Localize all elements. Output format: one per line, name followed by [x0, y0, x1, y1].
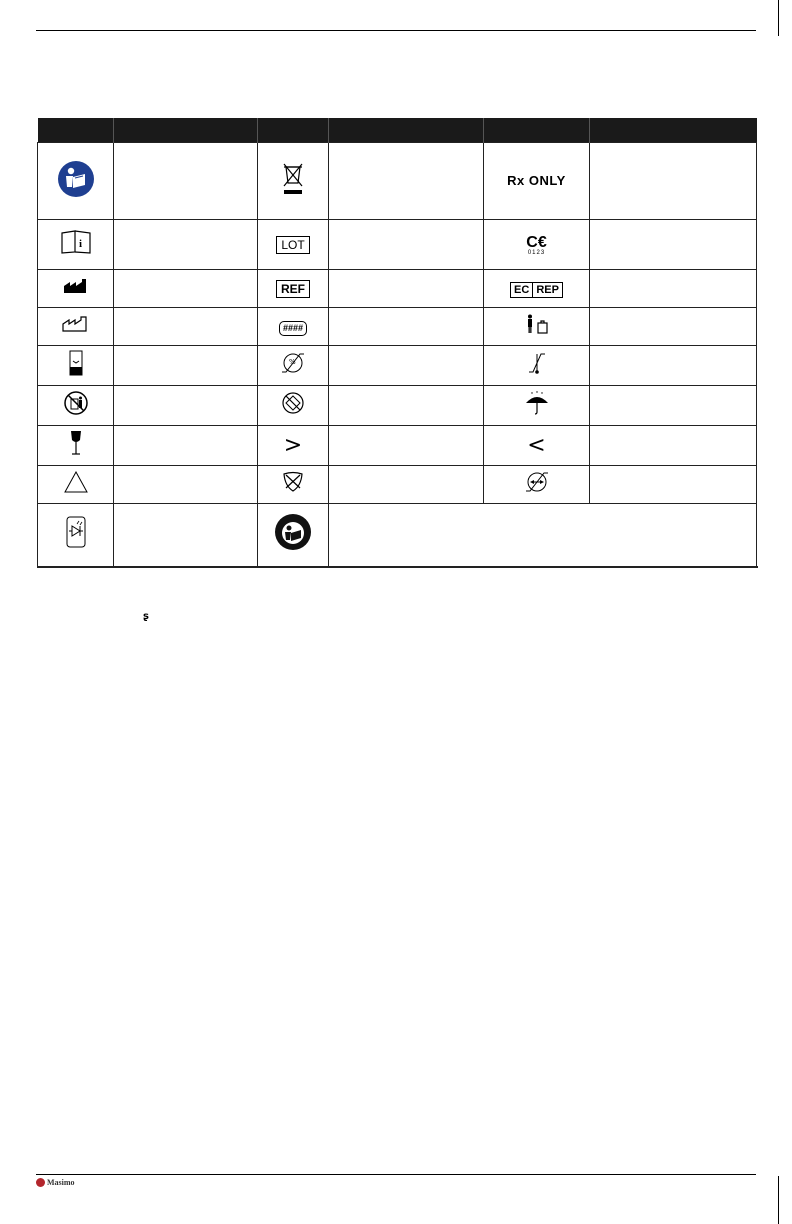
brand-name: Masimo [47, 1178, 75, 1187]
svg-text:%: % [289, 358, 296, 366]
description-cell [329, 386, 484, 426]
description-cell [590, 143, 757, 220]
description-cell [590, 346, 757, 386]
table-row [38, 386, 757, 426]
description-cell [114, 270, 258, 308]
consult-instructions-icon [60, 230, 92, 254]
table-row [38, 220, 757, 270]
description-cell [329, 220, 484, 270]
description-cell [114, 220, 258, 270]
description-cell [114, 426, 258, 466]
light-emitting-diode-icon [66, 516, 86, 548]
brand-logo [36, 1178, 75, 1187]
description-cell [329, 466, 484, 504]
column-header [114, 118, 258, 143]
less-than-icon: < [527, 432, 546, 458]
fragile-icon [69, 430, 83, 456]
masimo-logo-icon [36, 1178, 45, 1187]
description-cell [114, 504, 258, 567]
temperature-limitation-icon [527, 350, 547, 376]
table-row [38, 270, 757, 308]
svg-text:i: i [78, 238, 82, 250]
non-sterile-icon [282, 471, 304, 493]
lot-number-icon: LOT [276, 236, 309, 254]
description-cell [114, 386, 258, 426]
description-cell [114, 308, 258, 346]
description-cell [114, 143, 258, 220]
not-made-with-latex-icon [280, 390, 306, 416]
column-header [329, 118, 484, 143]
description-cell [590, 270, 757, 308]
table-row [38, 346, 757, 386]
manufacturer-icon [63, 278, 89, 294]
trademark-glyph: ʂ [143, 611, 149, 622]
table-row [38, 143, 757, 220]
description-cell [590, 466, 757, 504]
weee-disposal-icon [280, 161, 306, 197]
greater-than-icon: > [283, 432, 303, 458]
bottom-rule [36, 1174, 756, 1175]
description-cell [329, 143, 484, 220]
table-row [38, 504, 757, 567]
column-header [590, 118, 757, 143]
description-cell [329, 504, 757, 567]
use-by-icon [69, 350, 83, 376]
atmospheric-pressure-icon [524, 469, 550, 495]
description-cell [590, 426, 757, 466]
ce-mark-icon: C€ 0123 [526, 233, 547, 256]
table-row [38, 426, 757, 466]
description-cell [329, 346, 484, 386]
description-cell [114, 346, 258, 386]
column-header [258, 118, 329, 143]
rx-only-label: Rx ONLY [507, 173, 566, 188]
symbols-table [37, 118, 757, 568]
table-row [38, 466, 757, 504]
crop-mark [778, 0, 779, 36]
description-cell [329, 426, 484, 466]
description-cell [329, 308, 484, 346]
caution-icon [64, 471, 88, 493]
column-header [484, 118, 590, 143]
patient-weight-icon [525, 314, 549, 334]
description-cell [114, 466, 258, 504]
catalog-number-icon: REF [276, 280, 310, 298]
description-cell [590, 220, 757, 270]
humidity-limitation-icon [280, 350, 306, 376]
column-header [38, 118, 114, 143]
description-cell [590, 386, 757, 426]
crop-mark [778, 1176, 779, 1224]
table-header [38, 118, 757, 143]
top-rule [36, 30, 756, 31]
table-row [38, 308, 757, 346]
keep-dry-icon [524, 390, 550, 416]
follow-instructions-icon [57, 160, 95, 198]
description-cell [590, 308, 757, 346]
model-number-icon: #### [279, 321, 307, 336]
notified-body-number: 0123 [527, 249, 546, 256]
ec-rep-icon: EC REP [510, 282, 563, 298]
do-not-discard-icon [63, 390, 89, 416]
date-of-manufacture-icon [62, 316, 90, 332]
description-cell [329, 270, 484, 308]
ifu-indicator-icon [274, 513, 312, 551]
